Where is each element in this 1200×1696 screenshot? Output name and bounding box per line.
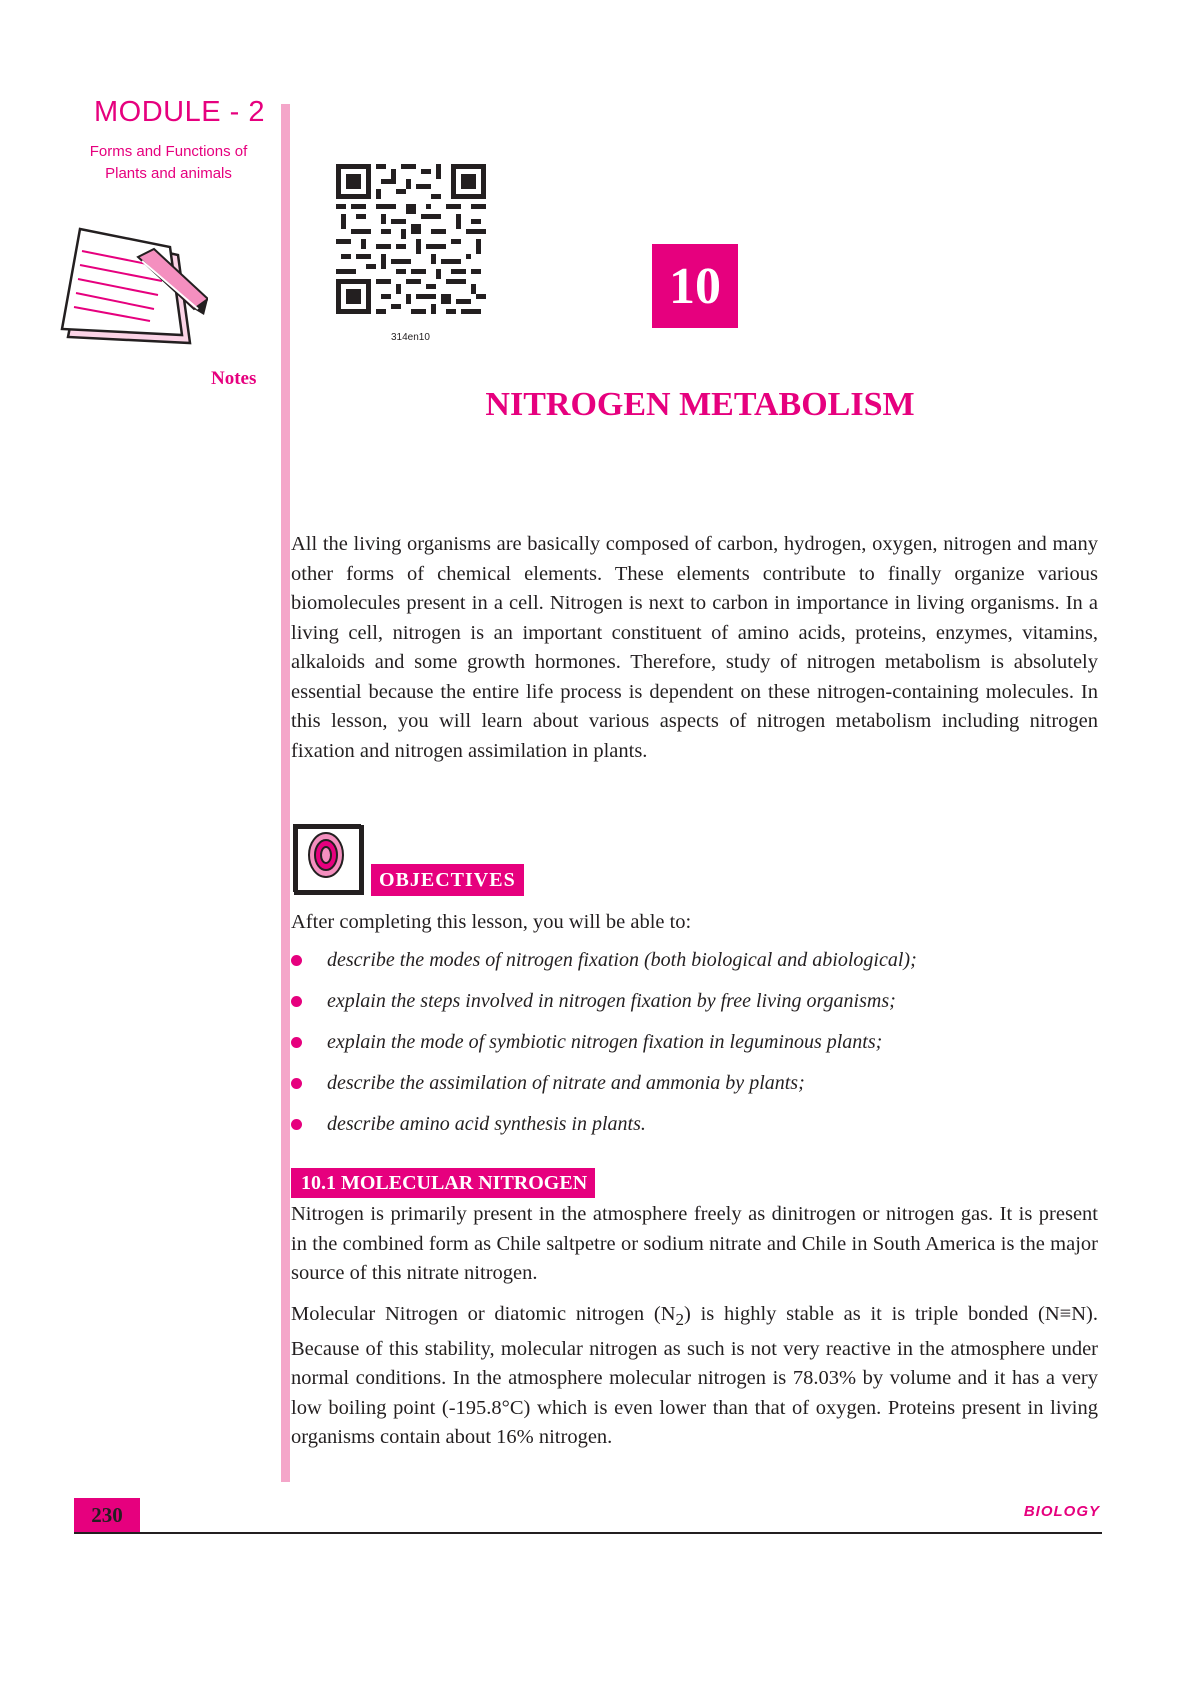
bullet-icon [291, 996, 302, 1007]
objective-text: describe the assimilation of nitrate and ammonia by plants; [327, 1072, 805, 1094]
list-item [291, 1069, 1101, 1110]
section-paragraph-2 [291, 1300, 1098, 1453]
qr-code-icon [336, 164, 486, 324]
module-subtitle-line2: Plants and animals [105, 165, 232, 182]
sidebar-divider [281, 104, 290, 1482]
para2-rest: ) is highly stable as it is triple bonded (N≡N). Because of this stability, molecular nitrogen as such is not very reactive in the atmosphere under normal conditions. In the atmosphere molecular nitrogen is 78.03% by volume and it has a very low boiling point (-195.8°C) which is even lower than that of oxygen. Proteins present in living organisms contain about 16% nitrogen. [291, 1303, 1098, 1449]
target-icon [292, 823, 366, 897]
notes-pencil-icon [58, 225, 208, 355]
bullet-icon [291, 1078, 302, 1089]
chapter-title: NITROGEN METABOLISM [485, 386, 915, 423]
objectives-label: OBJECTIVES [371, 864, 524, 896]
module-subtitle-line1: Forms and Functions of [89, 143, 248, 160]
objective-text: explain the mode of symbiotic nitrogen fixation in leguminous plants; [327, 1031, 883, 1053]
list-item [291, 987, 1101, 1028]
bullet-icon [291, 1119, 302, 1130]
qr-code-label: 314en10 [391, 332, 430, 343]
list-item [291, 1028, 1101, 1069]
module-title: MODULE - 2 [94, 96, 265, 128]
notes-label: Notes [211, 368, 257, 389]
objective-text: describe the modes of nitrogen fixation (both biological and abiological); [327, 949, 917, 971]
objectives-lead: After completing this lesson, you will be able to: [291, 911, 692, 933]
objectives-list [291, 946, 1101, 1151]
page-number: 230 [74, 1498, 140, 1532]
list-item [291, 946, 1101, 987]
subscript-2: 2 [675, 1310, 685, 1330]
section-heading: 10.1 MOLECULAR NITROGEN [291, 1168, 595, 1198]
intro-paragraph: All the living organisms are basically composed of carbon, hydrogen, oxygen, nitrogen and many other forms of chemical elements. These elements contribute to finally organize various biomolecules present in a cell. Nitrogen is next to carbon in importance in living organisms. In a living cell, nitrogen is an important constituent of amino acids, proteins, enzymes, vitamins, alkaloids and some growth hormones. Therefore, study of nitrogen metabolism is absolutely essential because the entire life process is dependent on these nitrogen-containing molecules. In this lesson, you will learn about various aspects of nitrogen metabolism including nitrogen fixation and nitrogen assimilation in plants. [291, 533, 1098, 762]
para2-start: Molecular Nitrogen or diatomic nitrogen (N [291, 1303, 676, 1325]
bullet-icon [291, 955, 302, 966]
list-item [291, 1110, 1101, 1151]
footer-subject: BIOLOGY [1023, 1503, 1100, 1520]
section-paragraph-1: Nitrogen is primarily present in the atmosphere freely as dinitrogen or nitrogen gas. It is present in the combined form as Chile saltpetre or sodium nitrate and Chile in South America is the major source of this nitrate nitrogen. [291, 1203, 1098, 1284]
bullet-icon [291, 1037, 302, 1048]
objective-text: explain the steps involved in nitrogen fixation by free living organisms; [327, 990, 896, 1012]
module-subtitle [66, 141, 271, 185]
objective-text: describe amino acid synthesis in plants. [327, 1113, 646, 1135]
footer-divider [74, 1532, 1102, 1534]
chapter-number: 10 [652, 244, 738, 328]
